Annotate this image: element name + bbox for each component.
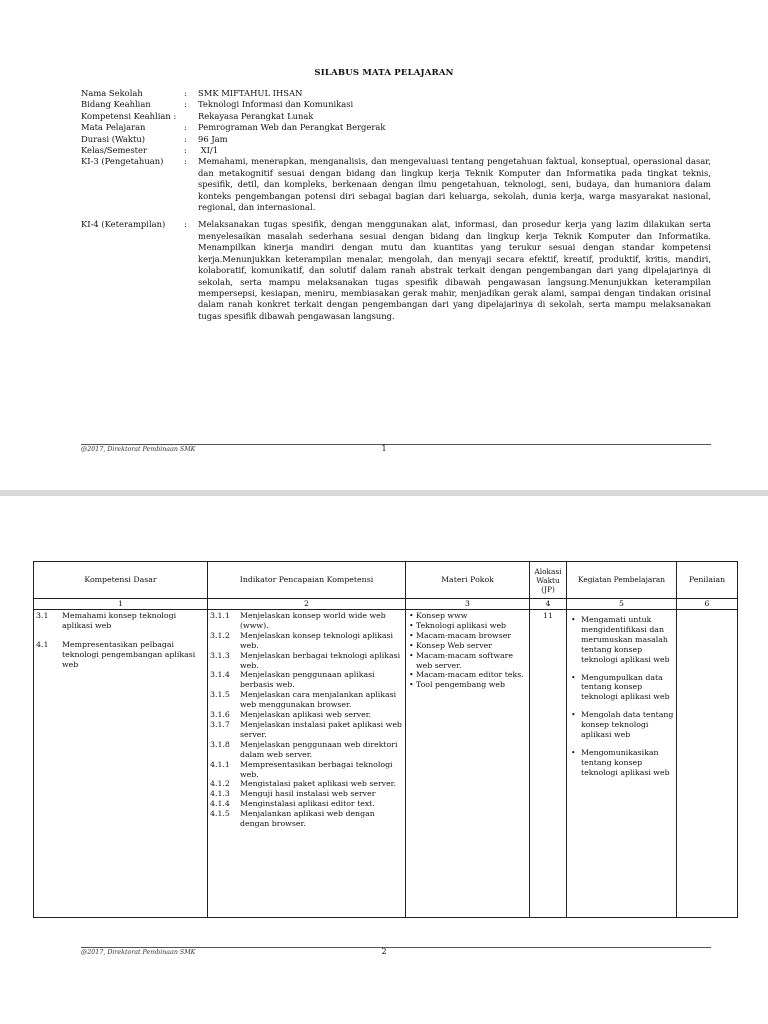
materi-item: • Macam-macam software web server. (416, 651, 527, 671)
indikator-text: Menjelaskan aplikasi web server. (240, 710, 372, 720)
column-number: 6 (677, 599, 738, 610)
indikator-number: 3.1.8 (210, 739, 230, 749)
info-label: Mata Pelajaran (81, 122, 146, 133)
indikator-item (210, 789, 403, 799)
indikator-item (210, 710, 403, 720)
info-label: Nama Sekolah (81, 88, 143, 98)
indikator-number: 4.1.2 (210, 779, 230, 789)
kegiatan-list (569, 615, 674, 778)
info-value: XI/1 (198, 145, 219, 156)
header-penilaian: Penilaian (677, 562, 738, 599)
info-colon: : (184, 156, 187, 167)
indikator-text: Menjelaskan cara menjalankan aplikasi web menggunakan browser. (240, 690, 397, 710)
document-page-2 (0, 496, 768, 1024)
page-number: 1 (381, 444, 387, 453)
info-colon: : (184, 88, 187, 98)
column-number: 2 (208, 599, 406, 610)
info-label: Kelas/Semester (81, 145, 147, 156)
kegiatan-item: • Mengomunikasikan tentang konsep teknologi aplikasi web (581, 748, 674, 778)
indikator-number: 3.1.5 (210, 690, 230, 700)
cell-indikator (208, 610, 406, 918)
info-row-ki3 (81, 156, 711, 213)
materi-item: • Macam-macam browser (416, 631, 527, 641)
indikator-text: Mempresentasikan berbagai teknologi web. (240, 759, 393, 779)
indikator-number: 4.1.5 (210, 809, 230, 819)
indikator-number: 4.1.1 (210, 759, 230, 769)
info-label: KI-4 (Keterampilan) (81, 219, 166, 230)
indikator-text: Menjelaskan penggunaan aplikasi berbasis web. (240, 670, 375, 690)
materi-item: • Konsep Web server (416, 641, 527, 651)
materi-list (408, 611, 527, 690)
kd-number: 3.1 (36, 611, 49, 620)
kd-text: Memahami konsep teknologi aplikasi web (62, 611, 177, 630)
kd-item (36, 640, 205, 670)
school-info (81, 88, 711, 322)
column-number-row (34, 599, 738, 610)
indikator-number: 3.1.1 (210, 611, 230, 620)
info-value: Memahami, menerapkan, menganalisis, dan mengevaluasi tentang pengetahuan faktual, konseptual, operasional dasar, dan metakognitif sesuai dengan bidang dan lingkup kerja Teknik Komputer dan Informatika pada tingkat teknis, spesifik, detil, dan kompleks, berkenaan dengan ilmu pengetahuan, teknologi, seni, budaya, dan humaniora dalam konteks pengembangan potensi diri sebagai bagian dari keluarga, sekolah, dunia kerja, warga masyarakat nasional, regional, dan internasional. (198, 156, 711, 213)
column-number: 1 (34, 599, 208, 610)
info-colon: : (184, 145, 187, 156)
info-row-durasi (81, 134, 711, 145)
header-alokasi-waktu: Alokasi Waktu (JP) (530, 562, 567, 599)
info-row-ki4 (81, 219, 711, 322)
info-label: Durasi (Waktu) (81, 133, 145, 144)
info-value: SMK MIFTAHUL IHSAN (198, 88, 303, 98)
table-content-row (34, 610, 738, 918)
indikator-item (210, 740, 403, 760)
footer-text: @2017, Direktorat Pembinaan SMK (81, 949, 196, 956)
syllabus-table (33, 561, 738, 918)
document-title: SILABUS MATA PELAJARAN (314, 68, 454, 78)
header-kegiatan-pembelajaran: Kegiatan Pembelajaran (567, 562, 677, 599)
info-label: Kompetensi Keahlian : (81, 110, 177, 121)
info-row-bidang-keahlian (81, 99, 711, 110)
indikator-item (210, 720, 403, 740)
indikator-item (210, 690, 403, 710)
table-header-row (34, 562, 738, 599)
info-value: Teknologi Informasi dan Komunikasi (198, 99, 354, 110)
info-colon: : (184, 122, 187, 133)
info-row-nama-sekolah (81, 88, 711, 99)
info-value: 96 Jam (198, 133, 228, 144)
kd-text: Mempresentasikan pelbagai teknologi pengembangan aplikasi web (62, 639, 196, 669)
kegiatan-item: • Mengumpulkan data tentang konsep teknologi aplikasi web (581, 673, 674, 703)
indikator-item (210, 809, 403, 829)
indikator-text: Mengistalasi paket aplikasi web server. (240, 779, 397, 789)
info-colon: : (184, 133, 187, 144)
indikator-number: 3.1.4 (210, 670, 230, 680)
indikator-item (210, 651, 403, 671)
indikator-item (210, 670, 403, 690)
indikator-item (210, 779, 403, 789)
indikator-number: 3.1.3 (210, 650, 230, 660)
materi-item: • Teknologi aplikasi web (416, 621, 527, 631)
cell-penilaian (677, 610, 738, 918)
indikator-item (210, 631, 403, 651)
indikator-item (210, 760, 403, 780)
cell-alokasi-waktu: 11 (530, 610, 567, 918)
indikator-text: Menguji hasil instalasi web server (240, 789, 376, 799)
kd-number: 4.1 (36, 639, 49, 649)
column-number: 3 (406, 599, 530, 610)
indikator-text: Menjelaskan instalasi paket aplikasi web server. (240, 719, 402, 739)
column-number: 4 (530, 599, 567, 610)
cell-kompetensi-dasar (34, 610, 208, 918)
kegiatan-item: • Mengamati untuk mengidentifikasi dan merumuskan masalah tentang konsep teknologi aplikasi web (581, 615, 674, 665)
info-label: Bidang Keahlian (81, 99, 151, 110)
footer-text: @2017, Direktorat Pembinaan SMK (81, 446, 196, 453)
column-number: 5 (567, 599, 677, 610)
cell-materi-pokok (406, 610, 530, 918)
indikator-number: 3.1.7 (210, 719, 230, 729)
header-indikator: Indikator Pencapaian Kompetensi (208, 562, 406, 599)
document-page-1 (0, 0, 768, 490)
indikator-number: 4.1.3 (210, 789, 230, 799)
indikator-item (210, 799, 403, 809)
header-materi-pokok: Materi Pokok (406, 562, 530, 599)
indikator-text: Menjelaskan konsep teknologi aplikasi web. (240, 630, 394, 650)
info-value: Melaksanakan tugas spesifik, dengan menggunakan alat, informasi, dan prosedur kerja yang lazim dilakukan serta menyelesaikan masalah sederhana sesuai dengan bidang dan lingkup kerja Teknik Komputer dan Informatika. Menampilkan kinerja mandiri dengan mutu dan kuantitas yang terukur sesuai dengan standar kompetensi kerja.Menunjukkan keterampilan menalar, mengolah, dan menyaji secara efektif, kreatif, produktif, kritis, mandiri, kolaboratif, komunikatif, dan solutif dalam ranah abstrak terkait dengan pengembangan dari yang dipelajarinya di sekolah, serta mampu melaksanakan tugas spesifik dibawah pengawasan langsung.Menunjukkan keterampilan mempersepsi, kesiapan, meniru, membiasakan gerak mahir, menjadikan gerak alami, sampai dengan tindakan orisinal dalam ranah konkret terkait dengan pengembangan dari yang dipelajarinya di sekolah, serta mampu melaksanakan tugas spesifik dibawah pengawasan langsung. (198, 219, 711, 321)
indikator-item (210, 611, 403, 631)
indikator-number: 4.1.4 (210, 799, 230, 809)
info-colon: : (184, 99, 187, 110)
materi-item: • Macam-macam editor teks. (416, 670, 527, 680)
page-number: 2 (381, 947, 387, 956)
info-value: Rekayasa Perangkat Lunak (198, 110, 314, 121)
materi-item: • Konsep www (416, 611, 527, 621)
indikator-text: Menjelaskan berbagai teknologi aplikasi web. (240, 650, 401, 670)
indikator-text: Menjelaskan penggunaan web direktori dalam web server. (240, 739, 398, 759)
info-value: Pemrograman Web dan Perangkat Bergerak (198, 122, 386, 133)
kegiatan-item: • Mengolah data tentang konsep teknologi aplikasi web (581, 710, 674, 740)
indikator-text: Menjelaskan konsep world wide web (www). (240, 611, 386, 630)
info-colon: : (184, 219, 187, 230)
header-kompetensi-dasar: Kompetensi Dasar (34, 562, 208, 599)
indikator-text: Menjalankan aplikasi web dengan dengan browser. (240, 809, 375, 829)
info-row-kelas-semester (81, 145, 711, 156)
indikator-number: 3.1.6 (210, 710, 230, 720)
indikator-text: Menginstalasi aplikasi editor text. (240, 799, 375, 809)
kd-item (36, 611, 205, 631)
indikator-number: 3.1.2 (210, 630, 230, 640)
info-label: KI-3 (Pengetahuan) (81, 156, 164, 167)
cell-kegiatan-pembelajaran (567, 610, 677, 918)
info-row-kompetensi-keahlian (81, 111, 711, 122)
info-row-mata-pelajaran (81, 122, 711, 133)
materi-item: • Tool pengembang web (416, 680, 527, 690)
